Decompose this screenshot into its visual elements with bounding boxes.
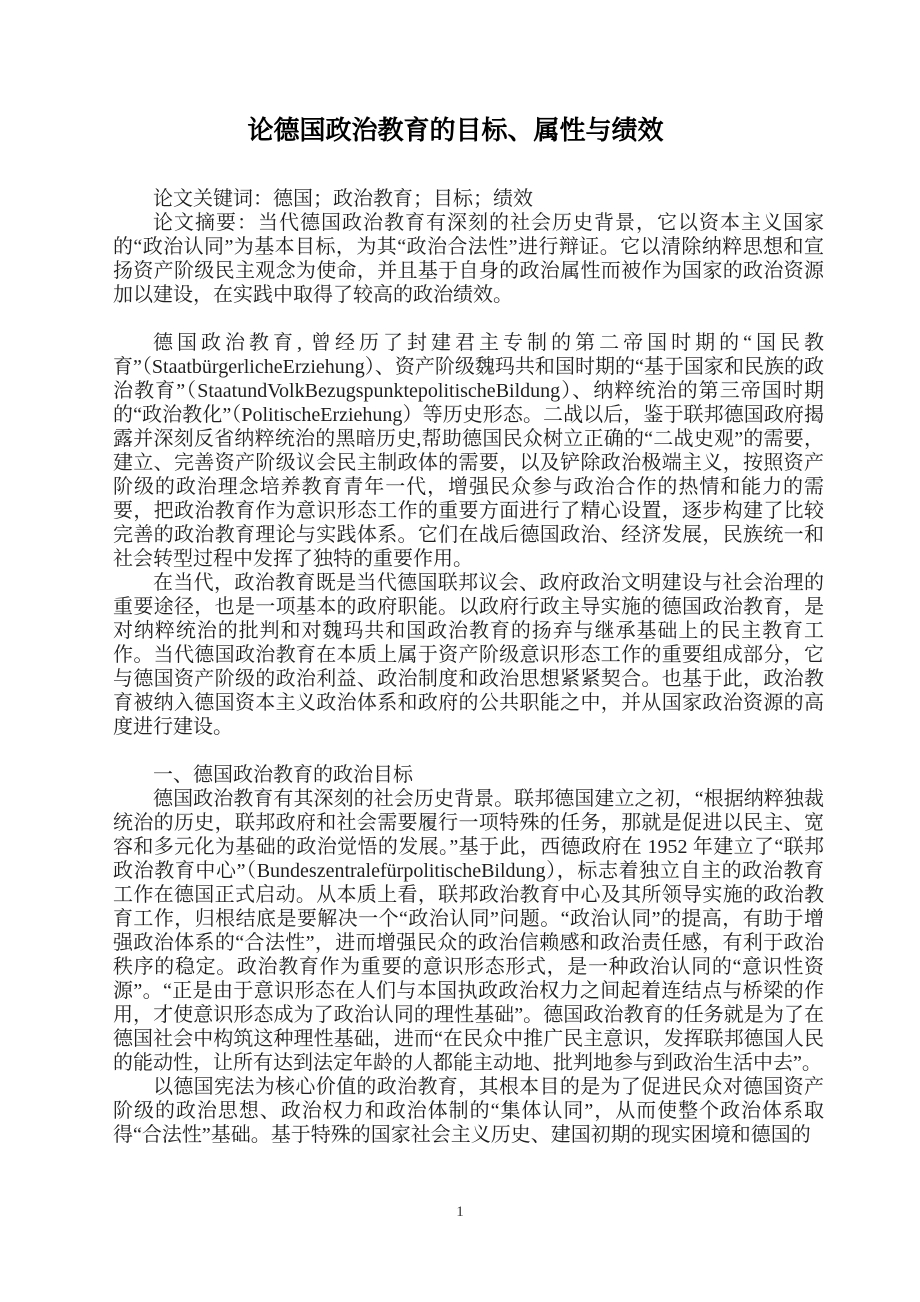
page-number: 1 bbox=[456, 1204, 464, 1220]
paragraph-body: 在当代，政治教育既是当代德国联邦议会、政府政治文明建设与社会治理的重要途径，也是一项基本的政府职能。以政府行政主导实施的德国政治教育，是对纳粹统治的批判和对魏玛共和国政治教育的扬弃与继承基础上的民主教育工作。当代德国政治教育在本质上属于资产阶级意识形态工作的重要组成部分，它与德国资产阶级的政治利益、政治制度和政治思想紧紧契合。也基于此，政治教育被纳入德国资本主义政治体系和政府的公共职能之中，并从国家政治资源的高度进行建设。 bbox=[113, 572, 824, 738]
section-heading: 一、德国政治教育的政治目标 bbox=[153, 764, 413, 786]
document-title: 论德国政治教育的目标、属性与绩效 bbox=[247, 116, 664, 146]
paragraph-body: 德国政治教育有其深刻的社会历史背景。联邦德国建立之初，“根据纳粹独裁统治的历史，联邦政府和社会需要履行一项特殊的任务，那就是促进以民主、宽容和多元化为基础的政治觉悟的发展。”基于此，西德政府在 1952 年建立了“联邦政治教育中心”（BundeszentralefürpolitischeBildung），标志着独立自主的政治教育工作在德国正式启动。从本质上看，联邦政治教育中心及其所领导实施的政治教育工作，归根结底是要解决一个“政治认同”问题。“政治认同”的提高，有助于增强政治体系的“合法性”，进而增强民众的政治信赖感和政治责任感，有利于政治秩序的稳定。政治教育作为重要的意识形态形式，是一种政治认同的“意识性资源”。“正是由于意识形态在人们与本国执政政治权力之间起着连结点与桥梁的作用，才使意识形态成为了政治认同的理性基础”。德国政治教育的任务就是为了在德国社会中构筑这种理性基础，进而“在民众中推广民主意识，发挥联邦德国人民的能动性，让所有达到法定年龄的人都能主动地、批判地参与到政治生活中去”。 bbox=[113, 788, 824, 1074]
document-body bbox=[113, 187, 824, 1147]
paragraph-body: 德国政治教育, 曾经历了封建君主专制的第二帝国时期的“国民教育”（StaatbürgerlicheErziehung）、资产阶级魏玛共和国时期的“基于国家和民族的政治教育”（StaatundVolkBezugspunktepolitischeBildung）、纳粹统治的第三帝国时期的“政治教化”（PolitischeErziehung）等历史形态。二战以后，鉴于联邦德国政府揭露并深刻反省纳粹统治的黑暗历史,帮助德国民众树立正确的“二战史观”的需要，建立、完善资产阶级议会民主制政体的需要，以及铲除政治极端主义，按照资产阶级的政治理念培养教育青年一代，增强民众参与政治合作的热情和能力的需要，把政治教育作为意识形态工作的重要方面进行了精心设置，逐步构建了比较完善的政治教育理论与实践体系。它们在战后德国政治、经济发展，民族统一和社会转型过程中发挥了独特的重要作用。 bbox=[113, 332, 824, 570]
paragraph-body: 以德国宪法为核心价值的政治教育，其根本目的是为了促进民众对德国资产阶级的政治思想、政治权力和政治体制的“集体认同”，从而使整个政治体系取得“合法性”基础。基于特殊的国家社会主义历史、建国初期的现实困境和德国的 bbox=[113, 1076, 824, 1146]
paragraph-keywords: 论文关键词：德国；政治教育；目标；绩效 bbox=[153, 188, 533, 210]
paragraph-spacer bbox=[113, 739, 824, 763]
paragraph-spacer bbox=[113, 307, 824, 331]
paragraph-abstract: 论文摘要：当代德国政治教育有深刻的社会历史背景，它以资本主义国家的“政治认同”为基本目标，为其“政治合法性”进行辩证。它以清除纳粹思想和宣扬资产阶级民主观念为使命，并且基于自身的政治属性而被作为国家的政治资源加以建设，在实践中取得了较高的政治绩效。 bbox=[113, 212, 824, 306]
